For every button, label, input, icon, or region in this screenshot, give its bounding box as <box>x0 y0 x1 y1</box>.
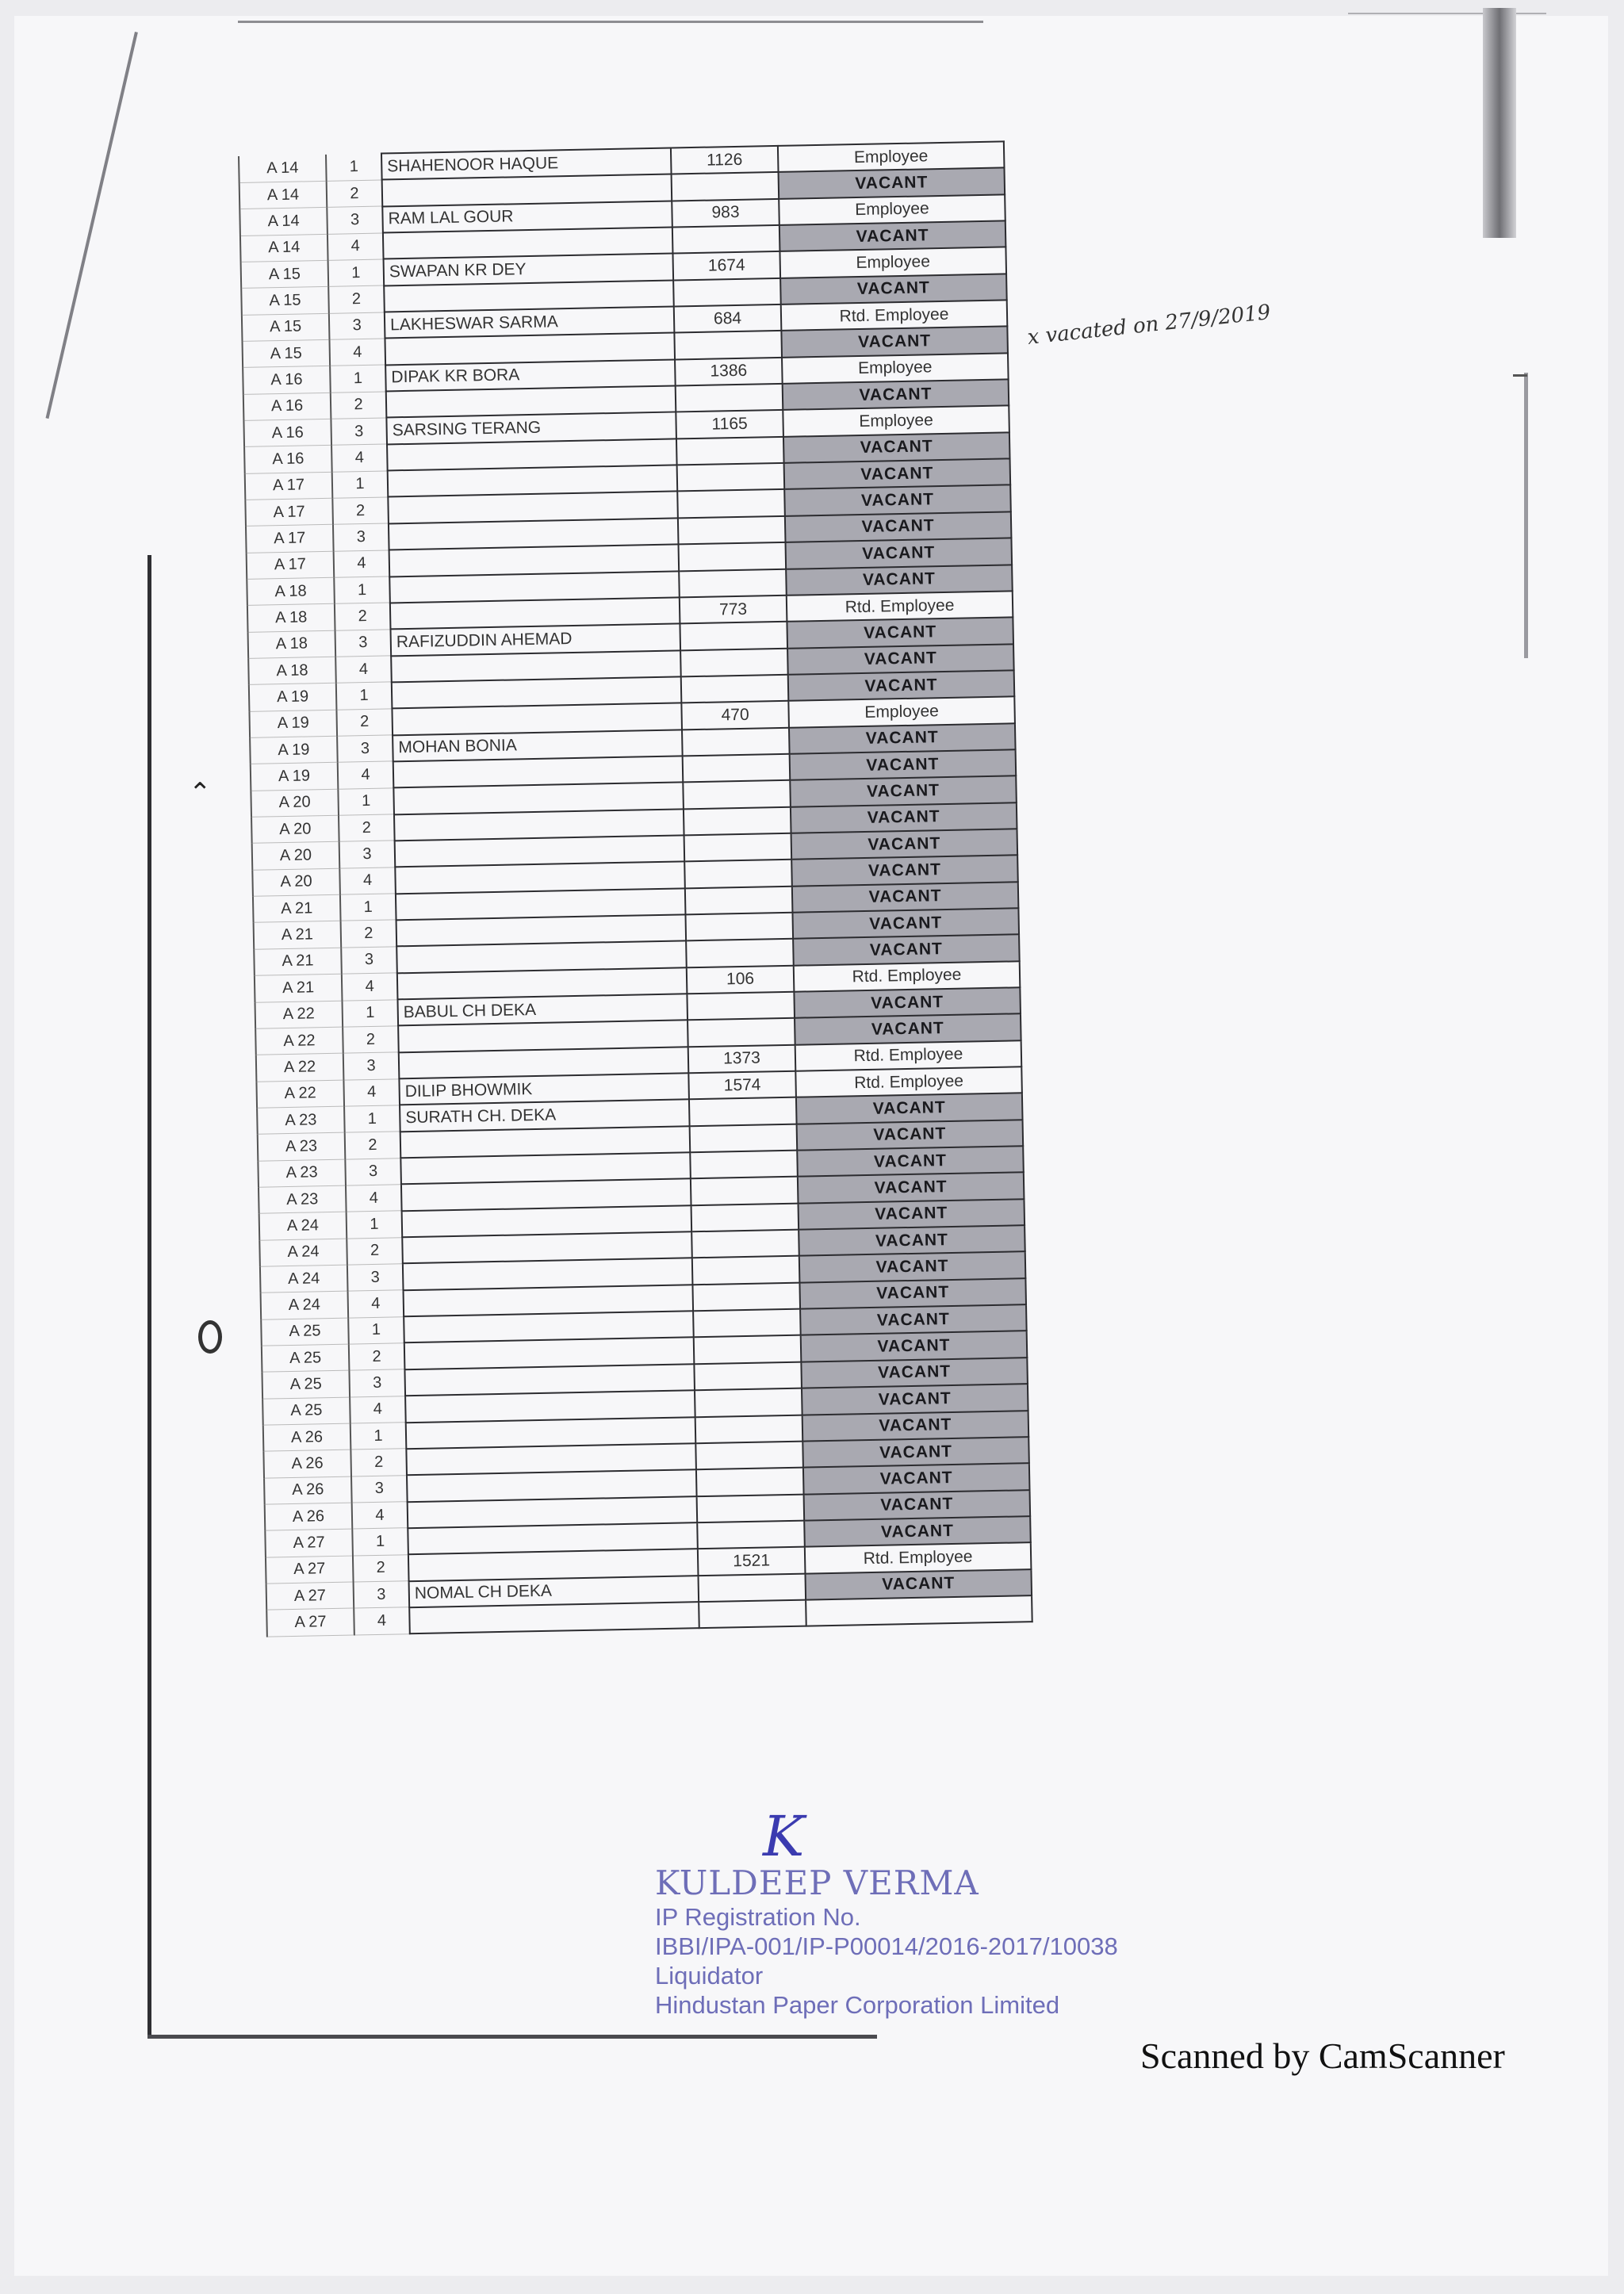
employee-code-cell <box>679 569 787 597</box>
punch-hole-icon <box>198 1320 222 1354</box>
stamp-role: Liquidator <box>655 1962 764 1990</box>
occupant-name-cell: NOMAL CH DEKA <box>409 1576 699 1607</box>
status-cell: VACANT <box>787 644 1014 675</box>
slot-number-cell: 4 <box>335 656 392 684</box>
slot-number-cell: 1 <box>332 471 389 499</box>
status-cell: VACANT <box>802 1384 1028 1415</box>
occupant-name-cell: SHAHENOOR HAQUE <box>381 148 672 180</box>
unit-cell: A 25 <box>262 1344 350 1372</box>
employee-code-cell <box>695 1441 803 1469</box>
slot-number-cell: 1 <box>340 894 396 921</box>
slot-number-cell: 2 <box>332 497 389 525</box>
status-cell: VACANT <box>781 327 1008 358</box>
unit-cell: A 27 <box>265 1529 353 1557</box>
employee-code-cell <box>694 1335 802 1364</box>
employee-code-cell <box>682 727 790 756</box>
unit-cell: A 15 <box>242 313 330 341</box>
unit-cell: A 21 <box>254 921 342 949</box>
employee-code-cell <box>691 1230 799 1258</box>
status-cell: VACANT <box>797 1120 1024 1151</box>
scanner-edge-shadow <box>1483 8 1516 238</box>
slot-number-cell: 3 <box>345 1158 401 1185</box>
slot-number-cell: 1 <box>328 259 385 287</box>
unit-cell: A 17 <box>245 498 333 526</box>
employee-code-cell <box>679 542 787 571</box>
status-cell: VACANT <box>783 379 1009 410</box>
unit-cell: A 15 <box>241 287 329 315</box>
employee-code-cell <box>678 516 786 545</box>
occupant-name-cell: DIPAK KR BORA <box>385 359 676 391</box>
slot-number-cell: 3 <box>351 1475 408 1503</box>
status-cell: VACANT <box>805 1569 1032 1600</box>
unit-cell: A 16 <box>243 419 331 446</box>
status-cell <box>806 1595 1032 1626</box>
unit-cell: A 17 <box>247 551 335 579</box>
slot-number-cell: 2 <box>335 603 391 630</box>
stamp-reg-label: IP Registration No. <box>655 1903 861 1931</box>
occupant-name-cell: LAKHESWAR SARMA <box>385 307 675 339</box>
occupant-name-cell: RAM LAL GOUR <box>382 201 672 232</box>
status-cell: VACANT <box>799 1278 1026 1309</box>
unit-cell: A 17 <box>245 472 333 500</box>
slot-number-cell: 3 <box>329 312 385 340</box>
slot-number-cell: 4 <box>343 1078 400 1106</box>
status-cell: VACANT <box>789 723 1016 754</box>
unit-cell: A 18 <box>248 657 336 684</box>
slot-number-cell: 3 <box>354 1581 410 1609</box>
slot-number-cell: 1 <box>336 682 393 710</box>
unit-cell: A 18 <box>247 577 335 605</box>
unit-cell: A 23 <box>258 1159 346 1187</box>
employee-code-cell: 106 <box>687 965 795 994</box>
employee-code-cell: 773 <box>680 596 787 624</box>
slot-number-cell: 1 <box>342 999 398 1027</box>
status-cell: VACANT <box>796 1093 1023 1124</box>
unit-cell: A 25 <box>261 1318 349 1346</box>
employee-code-cell <box>677 489 785 518</box>
page-top-edge <box>238 21 983 23</box>
occupant-name-cell <box>409 1602 699 1633</box>
employee-code-cell <box>699 1599 806 1628</box>
camscanner-watermark: Scanned by CamScanner <box>1140 2035 1505 2076</box>
slot-number-cell: 3 <box>343 1052 400 1080</box>
unit-cell: A 26 <box>265 1503 353 1530</box>
unit-cell: A 18 <box>248 630 336 658</box>
occupant-name-cell: SURATH CH. DEKA <box>400 1100 690 1132</box>
table-body <box>239 141 1032 1636</box>
employee-code-cell <box>689 1097 797 1126</box>
employee-code-cell: 470 <box>681 701 789 730</box>
occupant-name-cell: DILIP BHOWMIK <box>399 1073 689 1105</box>
slot-number-cell: 1 <box>350 1423 407 1450</box>
unit-cell: A 25 <box>262 1370 350 1398</box>
slot-number-cell: 2 <box>349 1343 405 1371</box>
status-cell: VACANT <box>784 485 1011 516</box>
status-cell: VACANT <box>798 1199 1025 1230</box>
unit-cell: A 22 <box>256 1080 344 1108</box>
employee-code-cell <box>692 1256 800 1285</box>
slot-number-cell: 2 <box>327 180 383 208</box>
employee-code-cell <box>685 913 793 941</box>
page-bottom-edge <box>147 2035 877 2039</box>
employee-code-cell <box>697 1520 805 1549</box>
slot-number-cell: 3 <box>341 947 397 975</box>
unit-cell: A 21 <box>254 948 342 975</box>
slot-number-cell: 1 <box>338 788 394 816</box>
employee-code-cell <box>673 278 781 307</box>
unit-cell: A 27 <box>266 1608 354 1636</box>
slot-number-cell: 3 <box>347 1264 404 1292</box>
status-cell: Employee <box>778 141 1005 172</box>
status-cell: VACANT <box>790 776 1017 807</box>
slot-number-cell: 1 <box>330 365 386 393</box>
unit-cell: A 24 <box>260 1265 348 1293</box>
slot-number-cell: 2 <box>343 1026 399 1054</box>
slot-number-cell: 2 <box>345 1132 401 1159</box>
employee-code-cell <box>676 437 784 465</box>
status-cell: VACANT <box>799 1225 1025 1256</box>
employee-code-cell <box>697 1494 805 1522</box>
stamp-name: KULDEEP VERMA <box>655 1863 979 1902</box>
status-cell: VACANT <box>791 829 1018 860</box>
slot-number-cell: 3 <box>327 206 383 234</box>
slot-number-cell: 3 <box>331 418 387 446</box>
employee-code-cell <box>694 1361 802 1390</box>
employee-code-cell <box>677 463 785 492</box>
margin-tick-mark <box>1513 374 1527 377</box>
employee-code-cell: 1521 <box>698 1547 806 1576</box>
employee-code-cell <box>687 992 795 1021</box>
unit-cell: A 26 <box>264 1476 352 1504</box>
slot-number-cell: 4 <box>354 1607 410 1635</box>
status-cell: Rtd. Employee <box>805 1542 1032 1573</box>
slot-number-cell: 4 <box>338 761 394 789</box>
unit-cell: A 25 <box>262 1397 350 1425</box>
status-cell: Employee <box>779 247 1006 278</box>
status-cell: VACANT <box>790 749 1017 780</box>
slot-number-cell: 1 <box>348 1316 404 1344</box>
slot-number-cell: 3 <box>339 841 396 868</box>
employee-code-cell <box>693 1309 801 1338</box>
slot-number-cell: 4 <box>339 867 396 895</box>
employee-code-cell: 1165 <box>676 410 783 439</box>
unit-cell: A 21 <box>253 894 341 922</box>
unit-cell: A 19 <box>250 736 338 764</box>
status-cell: VACANT <box>802 1411 1029 1442</box>
occupant-name-cell: SARSING TERANG <box>386 412 676 444</box>
status-cell: VACANT <box>795 1014 1021 1045</box>
slot-number-cell: 2 <box>353 1554 409 1582</box>
status-cell: Employee <box>783 406 1009 437</box>
slot-number-cell: 3 <box>349 1369 405 1397</box>
employee-code-cell <box>696 1468 804 1496</box>
status-cell: VACANT <box>783 432 1010 463</box>
quarters-allotment-table <box>238 140 1033 1637</box>
unit-cell: A 22 <box>255 1001 343 1028</box>
status-cell: VACANT <box>792 908 1019 939</box>
employee-code-cell <box>684 806 791 835</box>
employee-code-cell <box>680 622 787 650</box>
status-cell: VACANT <box>798 1173 1025 1204</box>
status-cell: VACANT <box>780 274 1007 304</box>
slot-number-cell: 2 <box>328 285 385 313</box>
handwritten-annotation: x vacated on 27/9/2019 <box>1026 300 1272 350</box>
employee-code-cell <box>698 1573 806 1602</box>
unit-cell: A 23 <box>259 1185 347 1213</box>
status-cell: Rtd. Employee <box>794 961 1021 992</box>
status-cell: VACANT <box>792 882 1019 913</box>
status-cell: Employee <box>782 353 1009 384</box>
status-cell: VACANT <box>793 935 1020 966</box>
unit-cell: A 14 <box>239 181 327 209</box>
unit-cell: A 19 <box>249 684 337 711</box>
slot-number-cell: 2 <box>339 814 395 842</box>
status-cell: Employee <box>788 697 1015 728</box>
unit-cell: A 22 <box>256 1053 344 1081</box>
employee-code-cell <box>684 860 792 888</box>
employee-code-cell <box>684 833 792 862</box>
employee-code-cell <box>674 331 782 359</box>
slot-number-cell: 4 <box>348 1290 404 1318</box>
status-cell: Rtd. Employee <box>795 1067 1022 1097</box>
employee-code-cell: 1674 <box>672 251 780 280</box>
unit-cell: A 18 <box>247 604 335 632</box>
employee-code-cell <box>672 225 780 254</box>
status-cell: VACANT <box>785 511 1012 542</box>
slot-number-cell: 1 <box>326 154 382 182</box>
status-cell: VACANT <box>791 856 1018 887</box>
unit-cell: A 20 <box>252 868 340 896</box>
employee-code-cell <box>688 1018 795 1047</box>
employee-code-cell <box>685 886 793 914</box>
slot-number-cell: 1 <box>347 1211 403 1239</box>
employee-code-cell <box>683 780 791 809</box>
occupant-name-cell: SWAPAN KR DEY <box>384 254 674 285</box>
margin-line-mark <box>1524 373 1528 658</box>
pen-scribble-icon: ⌃ <box>189 778 212 808</box>
unit-cell: A 15 <box>242 339 330 367</box>
unit-cell: A 16 <box>243 366 331 394</box>
slot-number-cell: 2 <box>336 709 393 737</box>
slot-number-cell: 2 <box>341 920 397 948</box>
status-cell: VACANT <box>779 168 1005 199</box>
slot-number-cell: 4 <box>329 339 385 366</box>
status-cell: VACANT <box>801 1358 1028 1388</box>
unit-cell: A 19 <box>251 763 339 791</box>
employee-code-cell <box>692 1282 800 1311</box>
status-cell: VACANT <box>804 1490 1031 1521</box>
unit-cell: A 15 <box>241 260 329 288</box>
unit-cell: A 19 <box>249 710 337 737</box>
quarters-table-wrapper <box>238 140 1033 1637</box>
unit-cell: A 20 <box>252 842 340 870</box>
unit-cell: A 27 <box>266 1556 354 1584</box>
status-cell: VACANT <box>788 670 1015 701</box>
status-cell: VACANT <box>797 1146 1024 1177</box>
slot-number-cell: 4 <box>352 1502 408 1530</box>
status-cell: VACANT <box>794 987 1021 1018</box>
employee-code-cell <box>681 675 789 703</box>
employee-code-cell: 1574 <box>688 1071 796 1100</box>
slot-number-cell: 4 <box>331 444 388 472</box>
unit-cell: A 21 <box>255 974 343 1001</box>
employee-code-cell <box>683 754 791 783</box>
status-cell: VACANT <box>787 618 1013 649</box>
unit-cell: A 16 <box>244 446 332 473</box>
page-left-edge <box>147 555 151 2038</box>
slot-number-cell: 1 <box>344 1105 400 1133</box>
employee-code-cell: 1126 <box>671 146 779 174</box>
status-cell: VACANT <box>800 1304 1027 1335</box>
status-cell: VACANT <box>784 459 1011 490</box>
employee-code-cell: 983 <box>672 199 779 228</box>
signature-mark: K <box>763 1804 805 1869</box>
slot-number-cell: 2 <box>350 1449 407 1476</box>
slot-number-cell: 2 <box>331 392 387 419</box>
status-cell: VACANT <box>801 1331 1028 1362</box>
unit-cell: A 27 <box>266 1582 354 1610</box>
status-cell: VACANT <box>803 1463 1030 1494</box>
slot-number-cell: 4 <box>334 550 390 578</box>
slot-number-cell: 1 <box>352 1528 408 1556</box>
status-cell: VACANT <box>802 1437 1029 1468</box>
slot-number-cell: 1 <box>334 576 390 604</box>
unit-cell: A 20 <box>251 789 339 817</box>
status-cell: Rtd. Employee <box>781 300 1008 331</box>
unit-cell: A 24 <box>259 1212 347 1239</box>
employee-code-cell <box>695 1415 803 1443</box>
employee-code-cell <box>686 939 794 967</box>
unit-cell: A 17 <box>246 525 334 553</box>
unit-cell: A 26 <box>263 1423 351 1451</box>
status-cell: VACANT <box>779 220 1006 251</box>
page-top-edge-right <box>1348 13 1546 14</box>
status-cell: Employee <box>779 194 1005 225</box>
employee-code-cell: 1373 <box>688 1044 796 1073</box>
employee-code-cell <box>676 384 783 412</box>
status-cell: VACANT <box>804 1516 1031 1547</box>
slot-number-cell: 3 <box>335 630 392 657</box>
unit-cell: A 24 <box>261 1291 349 1319</box>
employee-code-cell: 1386 <box>675 358 783 386</box>
unit-cell: A 16 <box>243 393 331 420</box>
status-cell: Rtd. Employee <box>795 1040 1022 1071</box>
employee-code-cell <box>695 1388 802 1417</box>
status-cell: VACANT <box>791 802 1017 833</box>
status-cell: VACANT <box>786 565 1013 596</box>
unit-cell: A 14 <box>240 234 328 262</box>
status-cell: VACANT <box>799 1252 1026 1283</box>
employee-code-cell <box>690 1151 798 1179</box>
occupant-name-cell: BABUL CH DEKA <box>397 994 688 1025</box>
stamp-reg-number: IBBI/IPA-001/IP-P00014/2016-2017/10038 <box>655 1932 1118 1960</box>
slot-number-cell: 4 <box>342 973 398 1001</box>
slot-number-cell: 4 <box>350 1396 406 1423</box>
employee-code-cell <box>672 172 779 201</box>
slot-number-cell: 2 <box>347 1237 403 1265</box>
employee-code-cell <box>691 1177 799 1205</box>
employee-code-cell <box>691 1203 799 1231</box>
stamp-company: Hindustan Paper Corporation Limited <box>655 1991 1060 2019</box>
status-cell: VACANT <box>785 538 1012 569</box>
unit-cell: A 24 <box>259 1239 347 1266</box>
unit-cell: A 22 <box>255 1027 343 1055</box>
status-cell: Rtd. Employee <box>787 591 1013 622</box>
slot-number-cell: 3 <box>333 523 389 551</box>
occupant-name-cell: MOHAN BONIA <box>393 730 683 761</box>
liquidator-stamp <box>655 1863 1118 2020</box>
unit-cell: A 23 <box>258 1132 346 1160</box>
employee-code-cell: 684 <box>674 304 782 333</box>
slot-number-cell: 4 <box>346 1185 402 1212</box>
unit-cell: A 26 <box>263 1450 351 1477</box>
slot-number-cell: 3 <box>337 735 393 763</box>
unit-cell: A 20 <box>251 815 339 843</box>
unit-cell: A 14 <box>239 155 327 182</box>
occupant-name-cell: RAFIZUDDIN AHEMAD <box>391 624 681 656</box>
employee-code-cell <box>690 1124 798 1152</box>
employee-code-cell <box>680 648 788 676</box>
unit-cell: A 14 <box>239 208 327 236</box>
slot-number-cell: 4 <box>327 233 384 261</box>
unit-cell: A 23 <box>257 1106 345 1134</box>
